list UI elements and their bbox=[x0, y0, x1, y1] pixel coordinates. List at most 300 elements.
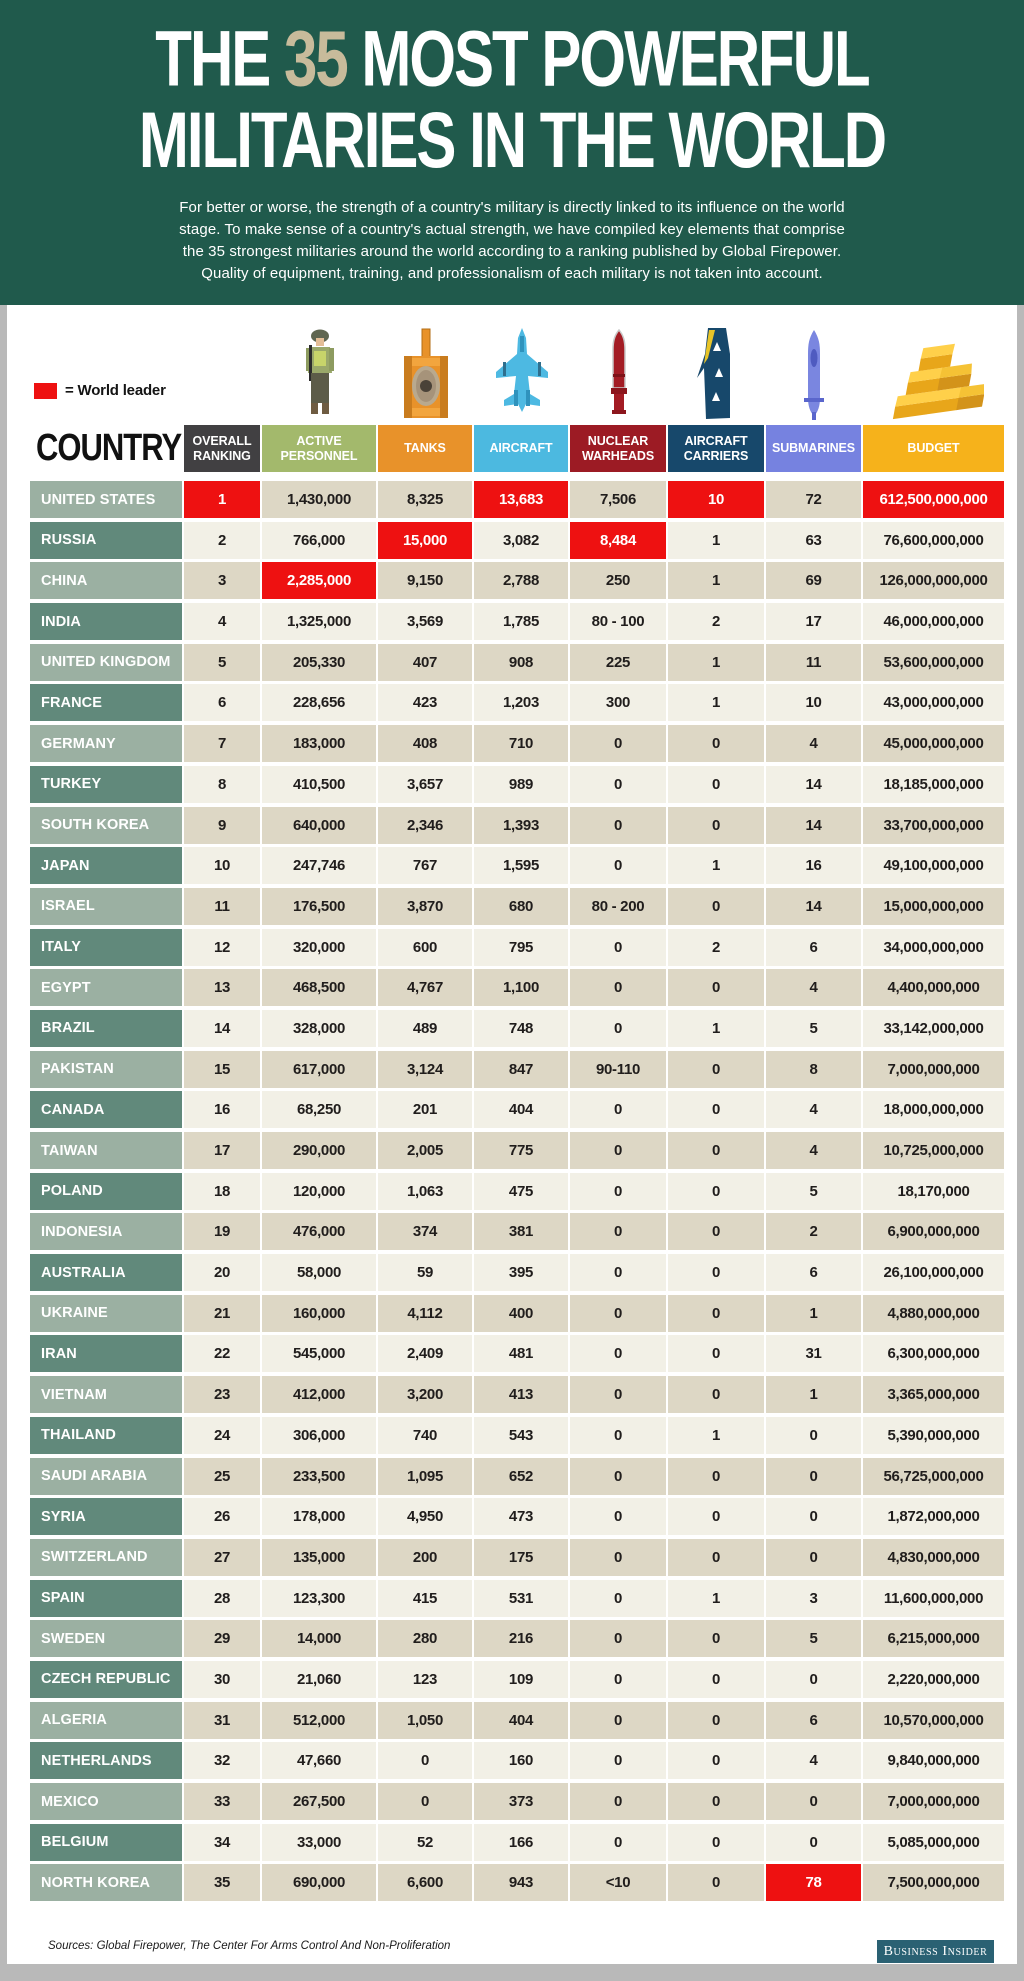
value-cell: 1 bbox=[668, 1417, 764, 1454]
value-cell: 6 bbox=[766, 929, 861, 966]
value-cell: 1,393 bbox=[474, 807, 568, 844]
value-cell: 748 bbox=[474, 1010, 568, 1047]
value-cell: 0 bbox=[766, 1539, 861, 1576]
value-cell: 15,000 bbox=[378, 522, 472, 559]
masthead bbox=[0, 0, 1024, 305]
value-cell: 847 bbox=[474, 1051, 568, 1088]
value-cell: 33,000 bbox=[262, 1824, 376, 1861]
column-header-active-personnel: ACTIVE PERSONNEL bbox=[262, 425, 376, 472]
value-cell: 2,285,000 bbox=[262, 562, 376, 599]
country-cell: SOUTH KOREA bbox=[30, 807, 182, 844]
value-cell: 4,880,000,000 bbox=[863, 1295, 1004, 1332]
value-cell: 52 bbox=[378, 1824, 472, 1861]
value-cell: 21 bbox=[184, 1295, 260, 1332]
country-cell: CZECH REPUBLIC bbox=[30, 1661, 182, 1698]
value-cell: 0 bbox=[570, 1783, 666, 1820]
value-cell: 0 bbox=[570, 807, 666, 844]
subtitle bbox=[0, 197, 1024, 285]
value-cell: 0 bbox=[766, 1824, 861, 1861]
value-cell: 24 bbox=[184, 1417, 260, 1454]
value-cell: 4 bbox=[766, 1091, 861, 1128]
value-cell: 0 bbox=[570, 1010, 666, 1047]
value-cell: 160 bbox=[474, 1742, 568, 1779]
value-cell: 14,000 bbox=[262, 1620, 376, 1657]
value-cell: 0 bbox=[570, 1661, 666, 1698]
bottom-frame-border bbox=[0, 1964, 1024, 1981]
value-cell: 2,346 bbox=[378, 807, 472, 844]
country-cell: UNITED STATES bbox=[30, 481, 182, 518]
value-cell: 0 bbox=[570, 1458, 666, 1495]
value-cell: 1,785 bbox=[474, 603, 568, 640]
value-cell: 489 bbox=[378, 1010, 472, 1047]
page-title bbox=[0, 14, 1024, 185]
value-cell: 126,000,000,000 bbox=[863, 562, 1004, 599]
value-cell: 160,000 bbox=[262, 1295, 376, 1332]
value-cell: 3,569 bbox=[378, 603, 472, 640]
value-cell: 228,656 bbox=[262, 684, 376, 721]
value-cell: 34,000,000,000 bbox=[863, 929, 1004, 966]
value-cell: 690,000 bbox=[262, 1864, 376, 1901]
country-cell: POLAND bbox=[30, 1173, 182, 1210]
value-cell: 76,600,000,000 bbox=[863, 522, 1004, 559]
value-cell: 0 bbox=[766, 1661, 861, 1698]
value-cell: 247,746 bbox=[262, 847, 376, 884]
value-cell: 0 bbox=[668, 1213, 764, 1250]
country-cell: ITALY bbox=[30, 929, 182, 966]
value-cell: 412,000 bbox=[262, 1376, 376, 1413]
value-cell: 680 bbox=[474, 888, 568, 925]
value-cell: 0 bbox=[668, 1742, 764, 1779]
value-cell: 0 bbox=[668, 1458, 764, 1495]
value-cell: 989 bbox=[474, 766, 568, 803]
value-cell: 374 bbox=[378, 1213, 472, 1250]
value-cell: 0 bbox=[668, 1539, 764, 1576]
value-cell: 473 bbox=[474, 1498, 568, 1535]
value-cell: 0 bbox=[570, 1091, 666, 1128]
value-cell: 205,330 bbox=[262, 644, 376, 681]
value-cell: 2,220,000,000 bbox=[863, 1661, 1004, 1698]
value-cell: 178,000 bbox=[262, 1498, 376, 1535]
value-cell: 0 bbox=[668, 1824, 764, 1861]
country-cell: UKRAINE bbox=[30, 1295, 182, 1332]
value-cell: 47,660 bbox=[262, 1742, 376, 1779]
value-cell: 5 bbox=[766, 1620, 861, 1657]
country-cell: PAKISTAN bbox=[30, 1051, 182, 1088]
country-cell: UNITED KINGDOM bbox=[30, 644, 182, 681]
country-cell: ALGERIA bbox=[30, 1702, 182, 1739]
value-cell: 4 bbox=[766, 725, 861, 762]
value-cell: 26,100,000,000 bbox=[863, 1254, 1004, 1291]
country-cell: SPAIN bbox=[30, 1580, 182, 1617]
value-cell: 0 bbox=[570, 1417, 666, 1454]
value-cell: 0 bbox=[668, 1295, 764, 1332]
title-number: 35 bbox=[283, 14, 347, 103]
value-cell: 5 bbox=[766, 1010, 861, 1047]
value-cell: 320,000 bbox=[262, 929, 376, 966]
submarine-icon bbox=[804, 328, 824, 420]
value-cell: 710 bbox=[474, 725, 568, 762]
value-cell: 407 bbox=[378, 644, 472, 681]
value-cell: 13 bbox=[184, 969, 260, 1006]
value-cell: 0 bbox=[766, 1783, 861, 1820]
value-cell: 8 bbox=[766, 1051, 861, 1088]
value-cell: 49,100,000,000 bbox=[863, 847, 1004, 884]
value-cell: 4,112 bbox=[378, 1295, 472, 1332]
value-cell: 43,000,000,000 bbox=[863, 684, 1004, 721]
value-cell: 6 bbox=[766, 1254, 861, 1291]
value-cell: 395 bbox=[474, 1254, 568, 1291]
country-cell: IRAN bbox=[30, 1335, 182, 1372]
value-cell: 9,150 bbox=[378, 562, 472, 599]
value-cell: 908 bbox=[474, 644, 568, 681]
column-header-nuclear-warheads: NUCLEAR WARHEADS bbox=[570, 425, 666, 472]
value-cell: 612,500,000,000 bbox=[863, 481, 1004, 518]
value-cell: 225 bbox=[570, 644, 666, 681]
value-cell: 3,200 bbox=[378, 1376, 472, 1413]
value-cell: 1,095 bbox=[378, 1458, 472, 1495]
value-cell: 0 bbox=[570, 1213, 666, 1250]
value-cell: 216 bbox=[474, 1620, 568, 1657]
value-cell: 17 bbox=[766, 603, 861, 640]
column-header-budget: BUDGET bbox=[863, 425, 1004, 472]
value-cell: 0 bbox=[668, 969, 764, 1006]
value-cell: 35 bbox=[184, 1864, 260, 1901]
value-cell: 16 bbox=[184, 1091, 260, 1128]
value-cell: 1 bbox=[766, 1295, 861, 1332]
value-cell: 0 bbox=[570, 766, 666, 803]
fighter-jet-icon bbox=[490, 328, 554, 420]
value-cell: 19 bbox=[184, 1213, 260, 1250]
value-cell: 78 bbox=[766, 1864, 861, 1901]
value-cell: 5 bbox=[766, 1173, 861, 1210]
value-cell: 135,000 bbox=[262, 1539, 376, 1576]
value-cell: 0 bbox=[570, 1295, 666, 1332]
value-cell: 617,000 bbox=[262, 1051, 376, 1088]
aircraft-carrier-icon bbox=[695, 326, 739, 422]
value-cell: 16 bbox=[766, 847, 861, 884]
value-cell: 250 bbox=[570, 562, 666, 599]
value-cell: 0 bbox=[570, 1132, 666, 1169]
value-cell: 69 bbox=[766, 562, 861, 599]
value-cell: 0 bbox=[766, 1458, 861, 1495]
value-cell: 176,500 bbox=[262, 888, 376, 925]
country-cell: TURKEY bbox=[30, 766, 182, 803]
value-cell: 2,005 bbox=[378, 1132, 472, 1169]
country-cell: GERMANY bbox=[30, 725, 182, 762]
value-cell: 1 bbox=[668, 684, 764, 721]
value-cell: 545,000 bbox=[262, 1335, 376, 1372]
value-cell: 1 bbox=[766, 1376, 861, 1413]
column-header-tanks: TANKS bbox=[378, 425, 472, 472]
column-header-submarines: SUBMARINES bbox=[766, 425, 861, 472]
value-cell: 2 bbox=[668, 603, 764, 640]
value-cell: 0 bbox=[570, 1254, 666, 1291]
country-cell: AUSTRALIA bbox=[30, 1254, 182, 1291]
value-cell: 775 bbox=[474, 1132, 568, 1169]
value-cell: 0 bbox=[766, 1417, 861, 1454]
column-header-aircraft-carriers: AIRCRAFT CARRIERS bbox=[668, 425, 764, 472]
value-cell: 18,185,000,000 bbox=[863, 766, 1004, 803]
value-cell: 0 bbox=[570, 1824, 666, 1861]
value-cell: 475 bbox=[474, 1173, 568, 1210]
value-cell: 0 bbox=[668, 1132, 764, 1169]
value-cell: 1 bbox=[184, 481, 260, 518]
value-cell: 6,600 bbox=[378, 1864, 472, 1901]
value-cell: 11 bbox=[766, 644, 861, 681]
value-cell: 33,700,000,000 bbox=[863, 807, 1004, 844]
value-cell: 18,000,000,000 bbox=[863, 1091, 1004, 1128]
value-cell: 7,000,000,000 bbox=[863, 1783, 1004, 1820]
country-cell: FRANCE bbox=[30, 684, 182, 721]
value-cell: 1 bbox=[668, 522, 764, 559]
subtitle-line: stage. To make sense of a country's actual strength, we have compiled key elements that comprise bbox=[179, 221, 845, 238]
value-cell: 32 bbox=[184, 1742, 260, 1779]
value-cell: 4,950 bbox=[378, 1498, 472, 1535]
value-cell: 1 bbox=[668, 1010, 764, 1047]
value-cell: 404 bbox=[474, 1091, 568, 1128]
value-cell: 6,300,000,000 bbox=[863, 1335, 1004, 1372]
value-cell: 26 bbox=[184, 1498, 260, 1535]
value-cell: 7,500,000,000 bbox=[863, 1864, 1004, 1901]
value-cell: 9,840,000,000 bbox=[863, 1742, 1004, 1779]
value-cell: 481 bbox=[474, 1335, 568, 1372]
country-cell: BRAZIL bbox=[30, 1010, 182, 1047]
value-cell: 4 bbox=[766, 1742, 861, 1779]
value-cell: 63 bbox=[766, 522, 861, 559]
column-header-overall-ranking: OVERALL RANKING bbox=[184, 425, 260, 472]
value-cell: 56,725,000,000 bbox=[863, 1458, 1004, 1495]
country-cell: THAILAND bbox=[30, 1417, 182, 1454]
value-cell: 10 bbox=[184, 847, 260, 884]
value-cell: 468,500 bbox=[262, 969, 376, 1006]
value-cell: 14 bbox=[766, 766, 861, 803]
value-cell: 3,124 bbox=[378, 1051, 472, 1088]
value-cell: 267,500 bbox=[262, 1783, 376, 1820]
value-cell: 11,600,000,000 bbox=[863, 1580, 1004, 1617]
value-cell: 404 bbox=[474, 1702, 568, 1739]
value-cell: 740 bbox=[378, 1417, 472, 1454]
value-cell: 0 bbox=[570, 1580, 666, 1617]
right-frame-border bbox=[1017, 305, 1024, 1981]
value-cell: 0 bbox=[570, 1702, 666, 1739]
value-cell: 1,325,000 bbox=[262, 603, 376, 640]
value-cell: 0 bbox=[570, 847, 666, 884]
value-cell: 11 bbox=[184, 888, 260, 925]
value-cell: 0 bbox=[668, 1620, 764, 1657]
value-cell: 280 bbox=[378, 1620, 472, 1657]
value-cell: 45,000,000,000 bbox=[863, 725, 1004, 762]
value-cell: 1,100 bbox=[474, 969, 568, 1006]
country-cell: MEXICO bbox=[30, 1783, 182, 1820]
value-cell: 4 bbox=[766, 1132, 861, 1169]
value-cell: 13,683 bbox=[474, 481, 568, 518]
value-cell: 72 bbox=[766, 481, 861, 518]
country-cell: SYRIA bbox=[30, 1498, 182, 1535]
value-cell: 0 bbox=[378, 1783, 472, 1820]
value-cell: 20 bbox=[184, 1254, 260, 1291]
value-cell: 34 bbox=[184, 1824, 260, 1861]
value-cell: 9 bbox=[184, 807, 260, 844]
value-cell: 415 bbox=[378, 1580, 472, 1617]
subtitle-line: the 35 strongest militaries around the world according to a ranking published by Global Firepower. bbox=[182, 243, 842, 260]
gold-bars-icon bbox=[884, 335, 984, 421]
value-cell: 4,400,000,000 bbox=[863, 969, 1004, 1006]
value-cell: 23 bbox=[184, 1376, 260, 1413]
value-cell: 25 bbox=[184, 1458, 260, 1495]
value-cell: 767 bbox=[378, 847, 472, 884]
value-cell: 3,657 bbox=[378, 766, 472, 803]
value-cell: 6,900,000,000 bbox=[863, 1213, 1004, 1250]
value-cell: 476,000 bbox=[262, 1213, 376, 1250]
value-cell: 18,170,000 bbox=[863, 1173, 1004, 1210]
value-cell: 0 bbox=[668, 766, 764, 803]
world-leader-label: = World leader bbox=[65, 382, 166, 399]
country-cell: NETHERLANDS bbox=[30, 1742, 182, 1779]
value-cell: 201 bbox=[378, 1091, 472, 1128]
value-cell: 1 bbox=[668, 847, 764, 884]
country-cell: NORTH KOREA bbox=[30, 1864, 182, 1901]
value-cell: 8 bbox=[184, 766, 260, 803]
value-cell: 33,142,000,000 bbox=[863, 1010, 1004, 1047]
country-cell: INDONESIA bbox=[30, 1213, 182, 1250]
value-cell: 7,000,000,000 bbox=[863, 1051, 1004, 1088]
value-cell: 12 bbox=[184, 929, 260, 966]
value-cell: 80 - 100 bbox=[570, 603, 666, 640]
value-cell: 0 bbox=[668, 1051, 764, 1088]
value-cell: 5,085,000,000 bbox=[863, 1824, 1004, 1861]
value-cell: 15 bbox=[184, 1051, 260, 1088]
value-cell: 0 bbox=[570, 1539, 666, 1576]
value-cell: 120,000 bbox=[262, 1173, 376, 1210]
value-cell: 53,600,000,000 bbox=[863, 644, 1004, 681]
value-cell: 233,500 bbox=[262, 1458, 376, 1495]
value-cell: 4 bbox=[184, 603, 260, 640]
country-cell: INDIA bbox=[30, 603, 182, 640]
value-cell: 0 bbox=[766, 1498, 861, 1535]
value-cell: 1,595 bbox=[474, 847, 568, 884]
value-cell: 28 bbox=[184, 1580, 260, 1617]
value-cell: 3,082 bbox=[474, 522, 568, 559]
value-cell: 123,300 bbox=[262, 1580, 376, 1617]
value-cell: 0 bbox=[668, 1091, 764, 1128]
world-leader-swatch bbox=[34, 383, 57, 399]
value-cell: 3,365,000,000 bbox=[863, 1376, 1004, 1413]
value-cell: 1,430,000 bbox=[262, 481, 376, 518]
subtitle-line: For better or worse, the strength of a country's military is directly linked to its influence on the world bbox=[179, 199, 845, 216]
nuclear-warhead-icon bbox=[607, 328, 631, 420]
value-cell: 15,000,000,000 bbox=[863, 888, 1004, 925]
value-cell: 2,409 bbox=[378, 1335, 472, 1372]
value-cell: 21,060 bbox=[262, 1661, 376, 1698]
value-cell: 90-110 bbox=[570, 1051, 666, 1088]
value-cell: 123 bbox=[378, 1661, 472, 1698]
value-cell: 80 - 200 bbox=[570, 888, 666, 925]
value-cell: 2 bbox=[668, 929, 764, 966]
value-cell: 5,390,000,000 bbox=[863, 1417, 1004, 1454]
value-cell: 183,000 bbox=[262, 725, 376, 762]
country-cell: VIETNAM bbox=[30, 1376, 182, 1413]
value-cell: 0 bbox=[570, 1173, 666, 1210]
value-cell: 1,872,000,000 bbox=[863, 1498, 1004, 1535]
value-cell: 328,000 bbox=[262, 1010, 376, 1047]
country-cell: EGYPT bbox=[30, 969, 182, 1006]
value-cell: 166 bbox=[474, 1824, 568, 1861]
value-cell: 7,506 bbox=[570, 481, 666, 518]
value-cell: 0 bbox=[668, 1661, 764, 1698]
value-cell: 652 bbox=[474, 1458, 568, 1495]
value-cell: 423 bbox=[378, 684, 472, 721]
value-cell: 381 bbox=[474, 1213, 568, 1250]
value-cell: 0 bbox=[668, 1173, 764, 1210]
value-cell: 1,203 bbox=[474, 684, 568, 721]
business-insider-logo: Business Insider bbox=[877, 1940, 994, 1963]
value-cell: 0 bbox=[668, 1254, 764, 1291]
value-cell: 408 bbox=[378, 725, 472, 762]
value-cell: 373 bbox=[474, 1783, 568, 1820]
value-cell: 795 bbox=[474, 929, 568, 966]
value-cell: 543 bbox=[474, 1417, 568, 1454]
value-cell: 33 bbox=[184, 1783, 260, 1820]
value-cell: 22 bbox=[184, 1335, 260, 1372]
value-cell: 943 bbox=[474, 1864, 568, 1901]
title-line-1: THE 35 MOST POWERFUL bbox=[155, 14, 869, 103]
value-cell: 0 bbox=[668, 1783, 764, 1820]
value-cell: 6,215,000,000 bbox=[863, 1620, 1004, 1657]
value-cell: 4,767 bbox=[378, 969, 472, 1006]
column-header-country: COUNTRY bbox=[36, 426, 182, 469]
value-cell: 0 bbox=[378, 1742, 472, 1779]
value-cell: 30 bbox=[184, 1661, 260, 1698]
value-cell: 3,870 bbox=[378, 888, 472, 925]
value-cell: 0 bbox=[668, 1864, 764, 1901]
country-cell: JAPAN bbox=[30, 847, 182, 884]
country-cell: CHINA bbox=[30, 562, 182, 599]
value-cell: 512,000 bbox=[262, 1702, 376, 1739]
value-cell: 1 bbox=[668, 562, 764, 599]
value-cell: 10,725,000,000 bbox=[863, 1132, 1004, 1169]
value-cell: 3 bbox=[766, 1580, 861, 1617]
value-cell: 0 bbox=[570, 1335, 666, 1372]
value-cell: 0 bbox=[570, 969, 666, 1006]
value-cell: 18 bbox=[184, 1173, 260, 1210]
subtitle-line: Quality of equipment, training, and professionalism of each military is not taken into account. bbox=[201, 265, 823, 282]
value-cell: 3 bbox=[184, 562, 260, 599]
value-cell: 27 bbox=[184, 1539, 260, 1576]
value-cell: 2 bbox=[766, 1213, 861, 1250]
country-cell: BELGIUM bbox=[30, 1824, 182, 1861]
value-cell: 200 bbox=[378, 1539, 472, 1576]
value-cell: 0 bbox=[570, 1742, 666, 1779]
country-cell: SWITZERLAND bbox=[30, 1539, 182, 1576]
value-cell: 600 bbox=[378, 929, 472, 966]
value-cell: 0 bbox=[668, 1376, 764, 1413]
value-cell: 31 bbox=[184, 1702, 260, 1739]
value-cell: 29 bbox=[184, 1620, 260, 1657]
value-cell: 0 bbox=[570, 929, 666, 966]
soldier-icon bbox=[302, 328, 338, 420]
left-frame-border bbox=[0, 305, 7, 1981]
value-cell: 0 bbox=[570, 725, 666, 762]
value-cell: 17 bbox=[184, 1132, 260, 1169]
value-cell: 6 bbox=[766, 1702, 861, 1739]
world-leader-legend bbox=[34, 382, 166, 399]
table-header-row bbox=[30, 425, 1004, 472]
value-cell: 0 bbox=[570, 1376, 666, 1413]
value-cell: 46,000,000,000 bbox=[863, 603, 1004, 640]
country-cell: CANADA bbox=[30, 1091, 182, 1128]
value-cell: 31 bbox=[766, 1335, 861, 1372]
country-cell: RUSSIA bbox=[30, 522, 182, 559]
